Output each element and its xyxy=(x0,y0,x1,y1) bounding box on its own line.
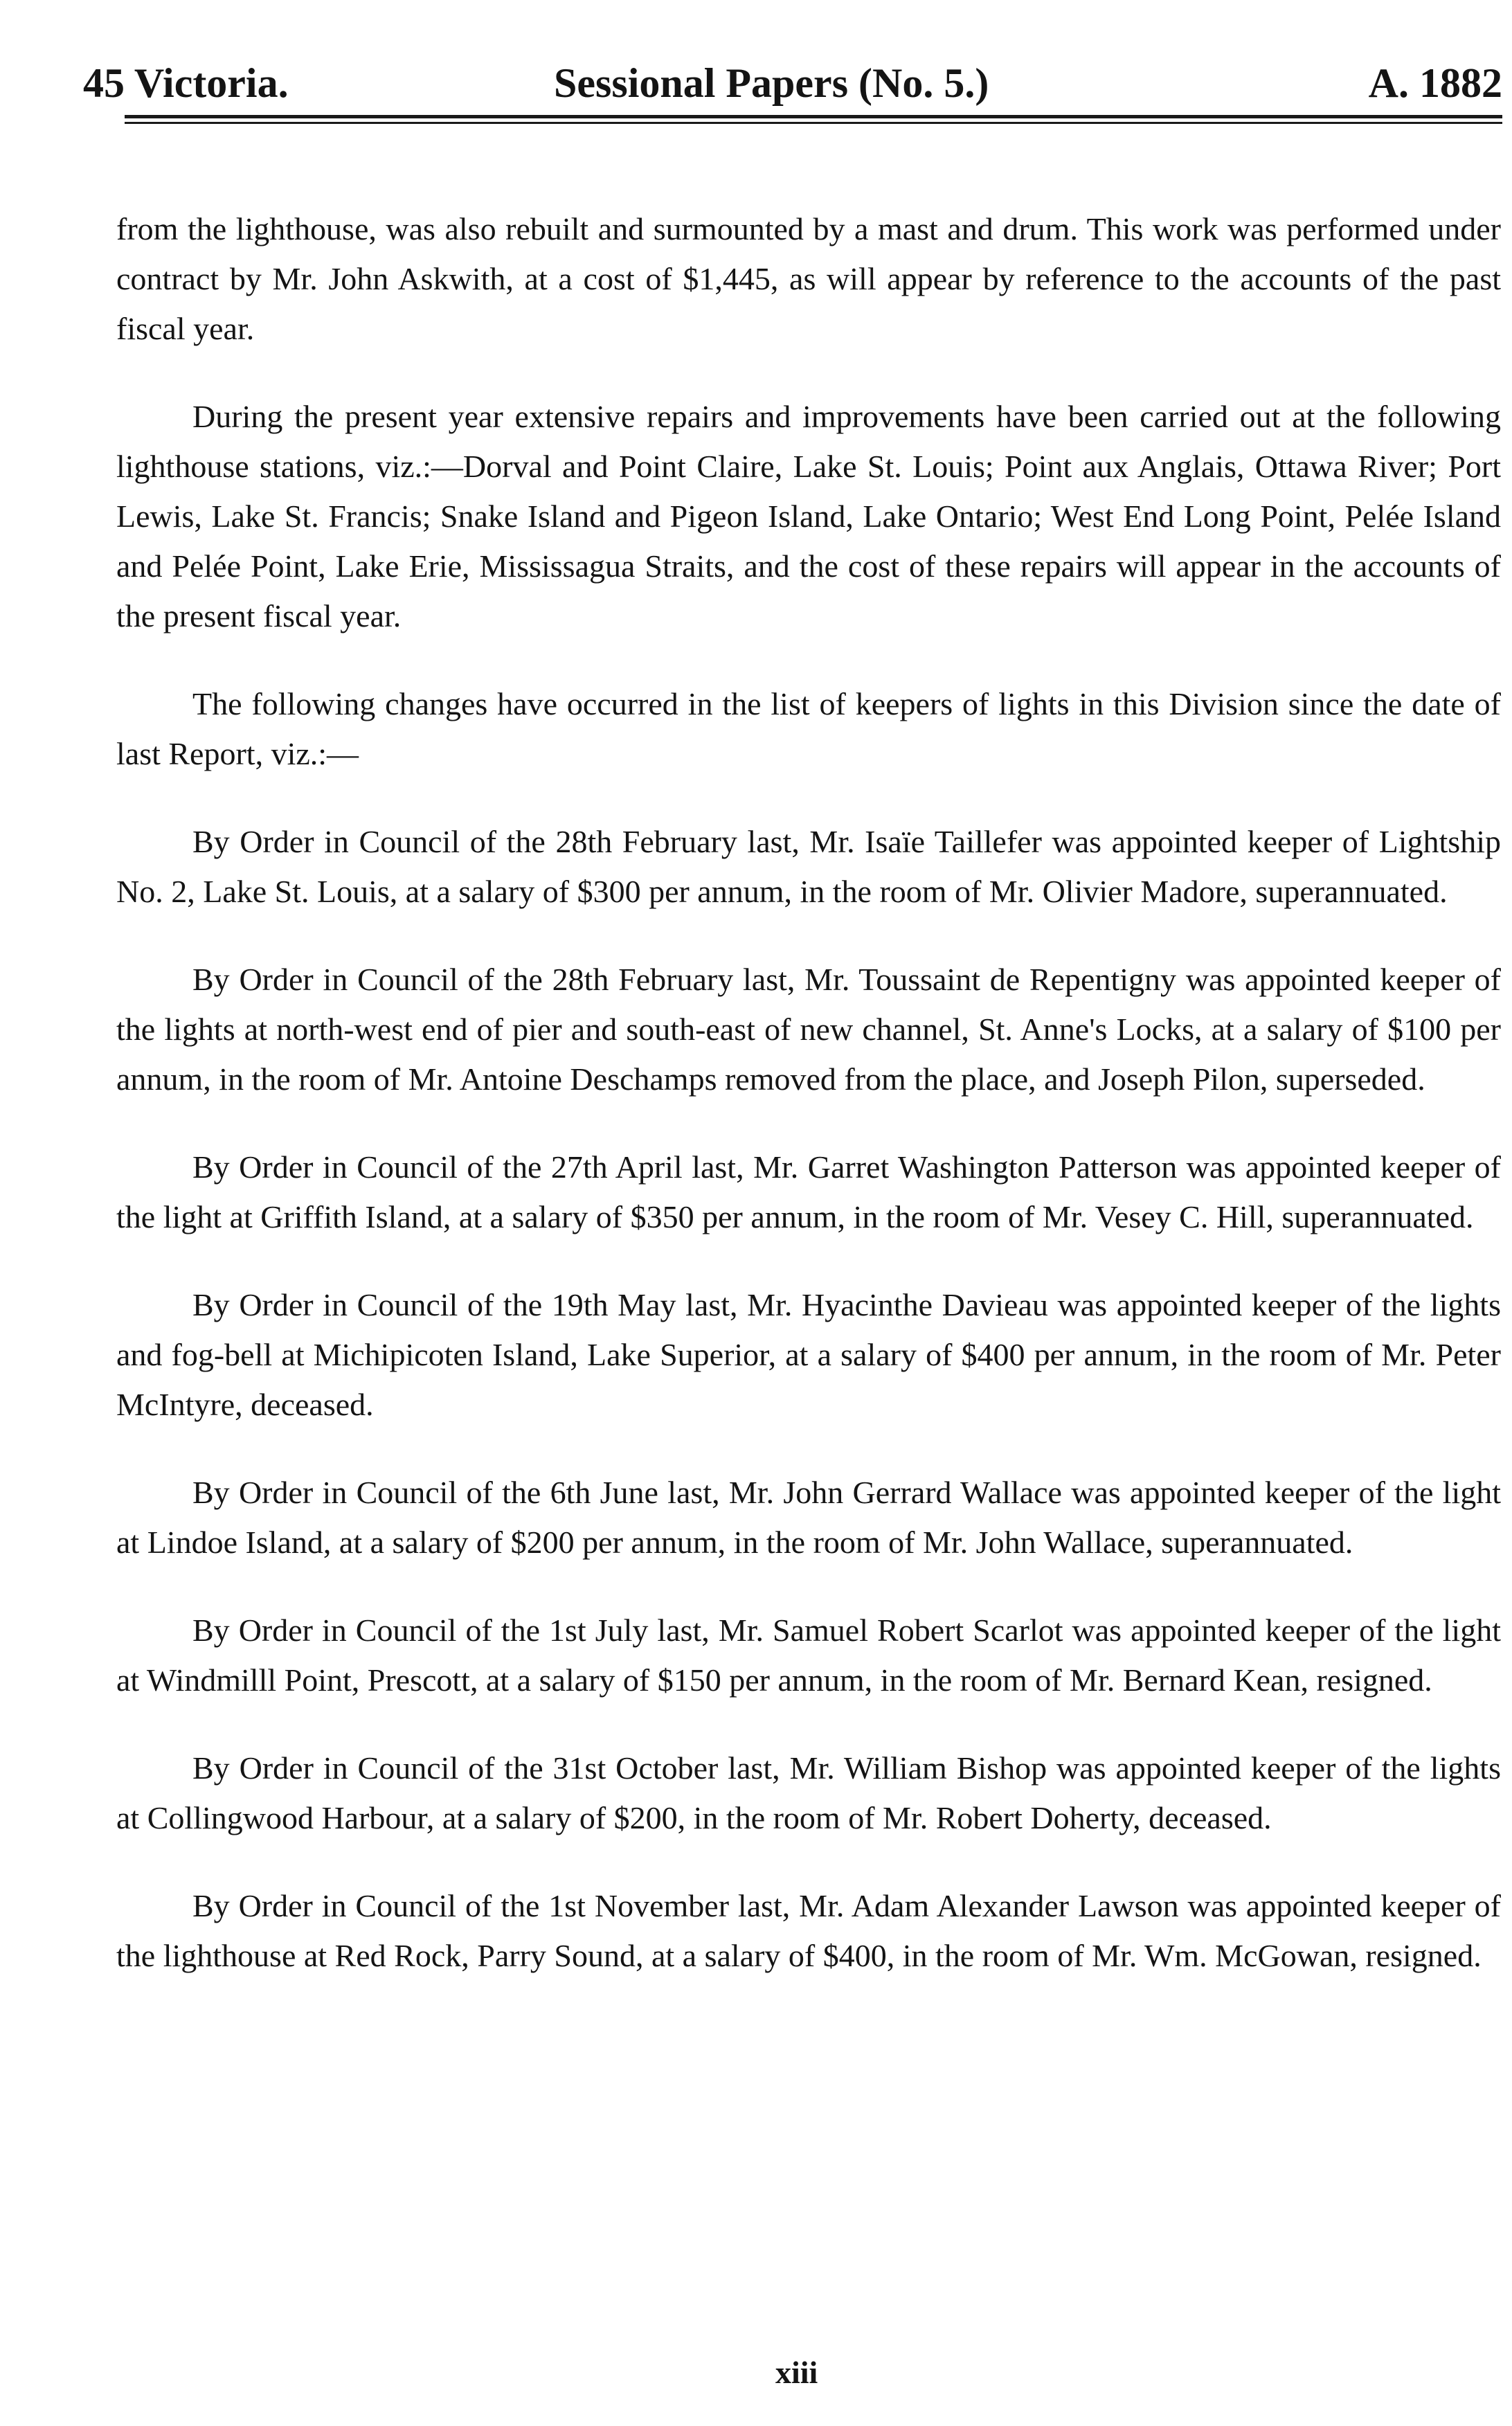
header-year: A. 1882 xyxy=(1368,60,1502,106)
paragraph-appointment-patterson: By Order in Council of the 27th April last, Mr. Garret Washington Patterson was appointed keeper of the light at Griffith Island, at a salary of $350 per annum, in the room of Mr. Vesey C. Hill, superannuated. xyxy=(116,1149,1501,1234)
page-header xyxy=(83,60,1502,115)
header-title: Sessional Papers (No. 5.) xyxy=(554,60,989,106)
paragraph-appointment-scarlot: By Order in Council of the 1st July last, Mr. Samuel Robert Scarlot was appointed keeper of the light at Windmilll Point, Prescott, at a salary of $150 per annum, in the room of Mr. Bernard Kean, resigned. xyxy=(116,1612,1501,1698)
header-session: 45 Victoria. xyxy=(83,60,289,106)
document-body xyxy=(116,204,1501,2019)
paragraph-appointment-bishop: By Order in Council of the 31st October last, Mr. William Bishop was appointed keeper of the lights at Collingwood Harbour, at a salary of $200, in the room of Mr. Robert Doherty, deceased. xyxy=(116,1750,1501,1835)
paragraph-appointment-lawson: By Order in Council of the 1st November last, Mr. Adam Alexander Lawson was appointed keeper of the lighthouse at Red Rock, Parry Sound, at a salary of $400, in the room of Mr. Wm. McGowan, resigned. xyxy=(116,1888,1501,1973)
header-rule-thick xyxy=(125,115,1502,118)
header-rule-thin xyxy=(125,122,1502,124)
paragraph-changes-intro: The following changes have occurred in the list of keepers of lights in this Division since the date of last Report, viz.:— xyxy=(116,686,1501,771)
paragraph-repairs: During the present year extensive repairs and improvements have been carried out at the following lighthouse stations, viz.:—Dorval and Point Claire, Lake St. Louis; Point aux Anglais, Ottawa River; Port Lewis, Lake St. Francis; Snake Island and Pigeon Island, Lake Ontario; West End Long Point, Pelée Island and Pelée Point, Lake Erie, Mississagua Straits, and the cost of these repairs will appear in the accounts of the present fiscal year. xyxy=(116,399,1501,634)
page-number: xiii xyxy=(775,2355,818,2390)
paragraph-continuation: from the lighthouse, was also rebuilt and surmounted by a mast and drum. This work was performed under contract by Mr. John Askwith, at a cost of $1,445, as will appear by reference to the accounts of the past fiscal year. xyxy=(116,211,1501,346)
paragraph-appointment-wallace: By Order in Council of the 6th June last, Mr. John Gerrard Wallace was appointed keeper of the light at Lindoe Island, at a salary of $200 per annum, in the room of Mr. John Wallace, superannuated. xyxy=(116,1475,1501,1560)
paragraph-appointment-repentigny: By Order in Council of the 28th February last, Mr. Toussaint de Repentigny was appointed keeper of the lights at north-west end of pier and south-east of new channel, St. Anne's Locks, at a salary of $100 per annum, in the room of Mr. Antoine Deschamps removed from the place, and Joseph Pilon, superseded. xyxy=(116,962,1501,1097)
paragraph-appointment-davieau: By Order in Council of the 19th May last, Mr. Hyacinthe Davieau was appointed keeper of the lights and fog-bell at Michipicoten Island, Lake Superior, at a salary of $400 per annum, in the room of Mr. Peter McIntyre, deceased. xyxy=(116,1287,1501,1422)
paragraph-appointment-taillefer: By Order in Council of the 28th February last, Mr. Isaïe Taillefer was appointed keeper of Lightship No. 2, Lake St. Louis, at a salary of $300 per annum, in the room of Mr. Olivier Madore, superannuated. xyxy=(116,824,1501,909)
